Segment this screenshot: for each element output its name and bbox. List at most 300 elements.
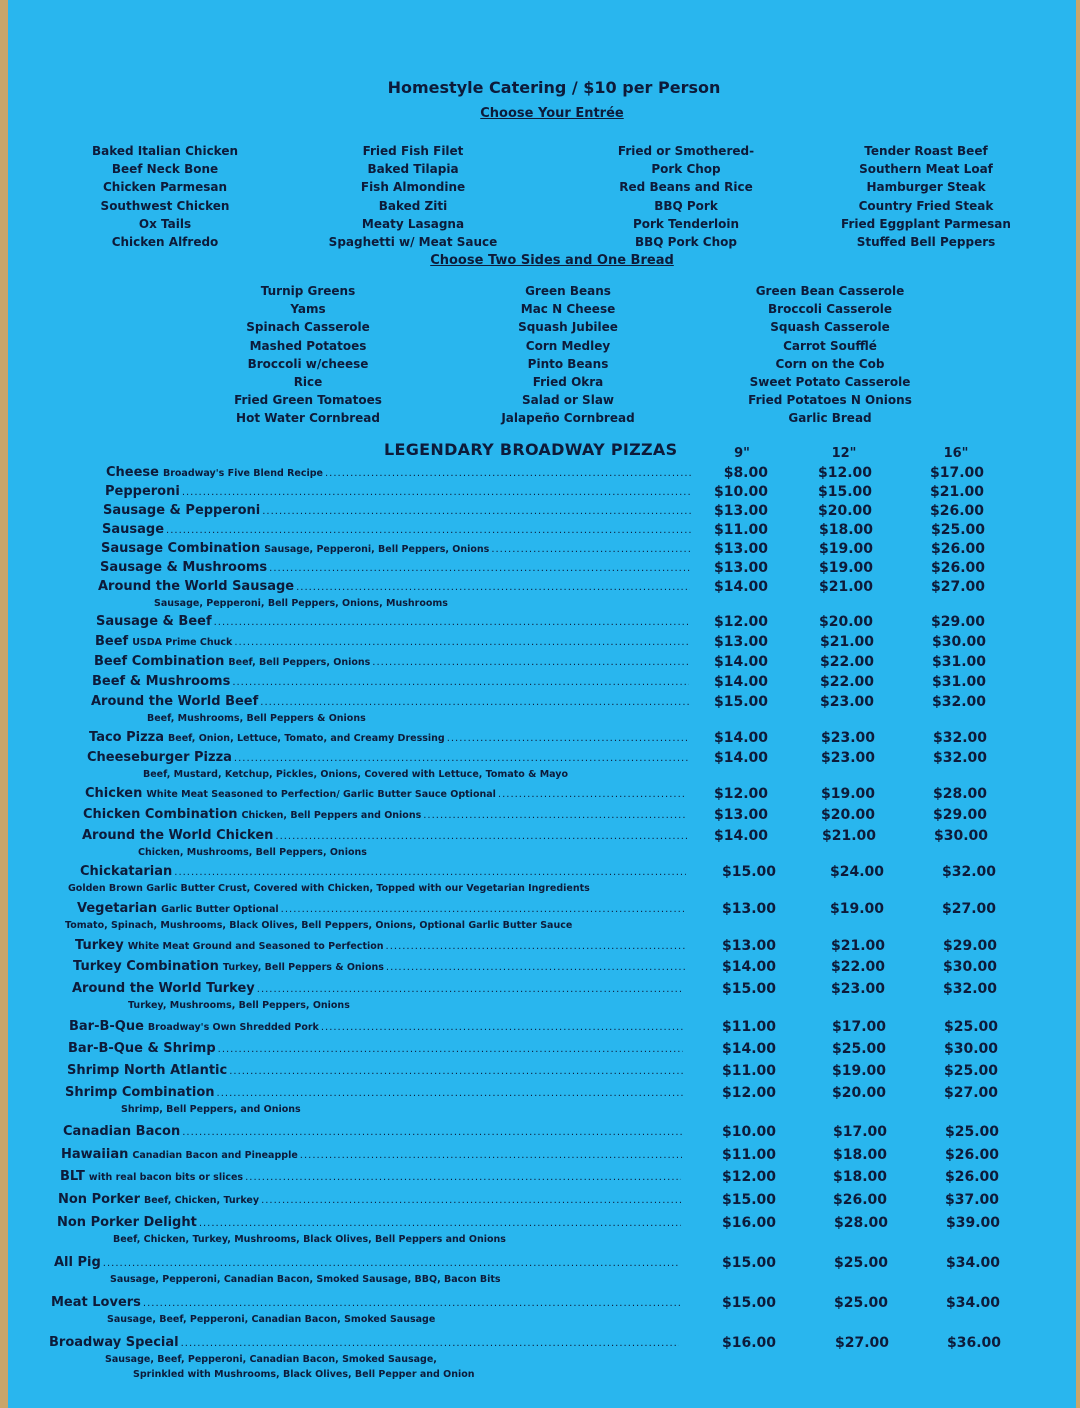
price-size-12: $19.00 — [818, 560, 873, 576]
dot-leader — [262, 506, 691, 517]
pizza-row — [8, 634, 1076, 654]
pizza-name: All Pig — [54, 1255, 101, 1270]
side-item: Rice — [293, 375, 323, 390]
sides-column — [468, 282, 668, 428]
entree-item: Meaty Lasagna — [361, 216, 465, 231]
pizza-name: Turkey — [75, 938, 124, 953]
pizza-section-title: LEGENDARY BROADWAY PIZZAS — [384, 440, 678, 459]
entree-item: Beef Neck Bone — [111, 162, 219, 177]
pizza-row — [8, 654, 1076, 674]
pizza-row — [8, 1192, 1076, 1212]
pizza-name-line — [73, 959, 685, 974]
price-size-9: $13.00 — [713, 541, 768, 557]
pizza-name: Around the World Turkey — [72, 981, 255, 996]
pizza-name: Broadway Special — [49, 1335, 179, 1350]
price-size-9: $14.00 — [713, 654, 768, 670]
pizza-row — [8, 522, 1076, 542]
entree-item: Country Fried Steak — [858, 198, 994, 213]
dot-leader — [321, 1022, 684, 1033]
price-size-12: $20.00 — [818, 614, 873, 630]
price-size-9: $13.00 — [713, 807, 768, 823]
price-size-9: $14.00 — [713, 828, 768, 844]
entree-item: Baked Italian Chicken — [91, 144, 239, 158]
price-size-9: $11.00 — [713, 522, 768, 538]
dot-leader — [261, 1195, 681, 1206]
pizza-description: White Meat Seasoned to Perfection/ Garlic Butter Sauce Optional — [146, 789, 496, 800]
price-size-12: $20.00 — [831, 1085, 886, 1101]
pizza-row — [8, 1124, 1076, 1144]
pizza-row — [8, 1019, 1076, 1039]
pizza-name-line — [68, 1041, 683, 1056]
price-size-9: $10.00 — [721, 1124, 776, 1140]
dot-leader — [234, 637, 689, 648]
pizza-toppings: Beef, Chicken, Turkey, Mushrooms, Black Olives, Bell Peppers and Onions — [113, 1234, 506, 1245]
pizza-name-line — [82, 828, 687, 843]
side-item: Broccoli w/cheese — [247, 356, 369, 371]
pizza-description: Chicken, Bell Peppers and Onions — [241, 810, 422, 821]
pizza-toppings: Sausage, Beef, Pepperoni, Canadian Bacon, Smoked Sausage, — [105, 1354, 437, 1365]
dot-leader — [386, 941, 685, 952]
pizza-name: Turkey Combination — [73, 959, 219, 974]
entree-column — [70, 142, 260, 251]
price-size-16: $32.00 — [932, 730, 987, 746]
price-size-16: $26.00 — [929, 503, 984, 519]
price-size-12: $21.00 — [819, 634, 874, 650]
sides-column — [208, 282, 408, 428]
price-size-16: $32.00 — [932, 750, 987, 766]
pizza-name-line — [87, 750, 688, 765]
dot-leader — [103, 1258, 680, 1269]
pizza-name: Shrimp North Atlantic — [67, 1063, 228, 1078]
price-size-16: $28.00 — [932, 786, 987, 802]
price-size-9: $13.00 — [721, 901, 776, 917]
pizza-name: Sausage — [102, 522, 165, 537]
entree-item: Pork Chop — [651, 162, 721, 177]
price-size-9: $14.00 — [713, 730, 768, 746]
dot-leader — [447, 733, 688, 744]
entree-item: Tender Roast Beef — [864, 144, 988, 158]
dot-leader — [166, 525, 691, 536]
dot-leader — [143, 1298, 680, 1309]
pizza-row — [8, 1085, 1076, 1105]
entree-item: Fried Eggplant Parmesan — [841, 216, 1011, 231]
dot-leader — [269, 563, 691, 574]
catering-title: Homestyle Catering / $10 per Person — [387, 78, 721, 97]
pizza-row — [8, 750, 1076, 770]
pizza-name: Around the World Beef — [91, 694, 259, 709]
pizza-toppings: Beef, Mushrooms, Bell Peppers & Onions — [147, 713, 366, 724]
pizza-row — [8, 959, 1076, 979]
price-size-16: $30.00 — [942, 959, 997, 975]
price-size-16: $30.00 — [933, 828, 988, 844]
price-size-9: $14.00 — [721, 959, 776, 975]
pizza-name: Around the World Chicken — [82, 828, 274, 843]
pizza-description: USDA Prime Chuck — [132, 637, 233, 648]
dot-leader — [181, 1338, 679, 1349]
dot-leader — [174, 867, 686, 878]
dot-leader — [260, 697, 689, 708]
pizza-name: Shrimp Combination — [65, 1085, 215, 1100]
pizza-name-line — [92, 674, 689, 689]
pizza-name: Vegetarian — [77, 901, 158, 916]
entree-item: Baked Tilapia — [367, 162, 459, 177]
pizza-description: Sausage, Pepperoni, Bell Peppers, Onions — [264, 544, 490, 555]
pizza-row — [8, 614, 1076, 634]
price-size-16: $34.00 — [945, 1295, 1000, 1311]
side-item: Fried Okra — [532, 375, 604, 390]
price-size-16: $25.00 — [943, 1063, 998, 1079]
price-size-9: $14.00 — [721, 1041, 776, 1057]
pizza-name-line — [102, 522, 691, 537]
price-size-16: $31.00 — [931, 674, 986, 690]
pizza-row — [8, 579, 1076, 599]
pizza-name-line — [65, 1085, 683, 1100]
entree-item: Fish Almondine — [360, 180, 466, 195]
pizza-name-line — [105, 484, 692, 499]
price-size-16: $32.00 — [941, 864, 996, 880]
price-size-9: $16.00 — [721, 1335, 776, 1351]
pizza-toppings-line2: Sprinkled with Mushrooms, Black Olives, Bell Pepper and Onion — [133, 1369, 475, 1380]
side-item: Broccoli Casserole — [768, 302, 892, 317]
price-size-12: $21.00 — [830, 938, 885, 954]
price-size-12: $19.00 — [818, 541, 873, 557]
price-size-16: $25.00 — [930, 522, 985, 538]
entree-item: Southern Meat Loaf — [859, 162, 993, 177]
price-size-12: $26.00 — [832, 1192, 887, 1208]
price-size-9: $15.00 — [721, 1192, 776, 1208]
price-size-9: $11.00 — [721, 1019, 776, 1035]
pizza-name: BLT — [60, 1169, 85, 1184]
entree-item: Red Beans and Rice — [619, 180, 753, 195]
side-item: Pinto Beans — [527, 356, 609, 371]
price-size-9: $15.00 — [721, 981, 776, 997]
pizza-row — [8, 938, 1076, 958]
pizza-toppings: Chicken, Mushrooms, Bell Peppers, Onions — [138, 847, 367, 858]
price-size-16: $29.00 — [930, 614, 985, 630]
price-size-12: $19.00 — [829, 901, 884, 917]
pizza-name: Cheeseburger Pizza — [87, 750, 232, 765]
price-size-9: $12.00 — [713, 786, 768, 802]
price-size-16: $36.00 — [946, 1335, 1001, 1351]
pizza-description: Broadway's Five Blend Recipe — [162, 468, 323, 479]
pizza-name-line — [60, 1169, 681, 1184]
pizza-row — [8, 1255, 1076, 1275]
pizza-name-line — [83, 807, 687, 822]
side-item: Mac N Cheese — [520, 302, 616, 317]
price-size-12: $24.00 — [829, 864, 884, 880]
side-item: Fried Green Tomatoes — [234, 393, 382, 408]
sides-heading: Choose Two Sides and One Bread — [430, 253, 674, 268]
side-item: Salad or Slaw — [522, 393, 614, 408]
pizza-row — [8, 1295, 1076, 1315]
pizza-row — [8, 674, 1076, 694]
pizza-name: Hawaiian — [61, 1147, 129, 1162]
pizza-name-line — [106, 465, 692, 480]
pizza-description: Beef, Chicken, Turkey — [144, 1195, 260, 1206]
pizza-row — [8, 560, 1076, 580]
price-size-16: $32.00 — [931, 694, 986, 710]
pizza-toppings: Sausage, Beef, Pepperoni, Canadian Bacon, Smoked Sausage — [107, 1314, 436, 1325]
price-size-12: $25.00 — [833, 1295, 888, 1311]
pizza-name: Sausage & Pepperoni — [103, 503, 261, 518]
price-size-12: $20.00 — [817, 503, 872, 519]
pizza-row — [8, 1335, 1076, 1355]
price-size-9: $14.00 — [713, 674, 768, 690]
entree-item: Baked Ziti — [378, 198, 448, 213]
side-item: Yams — [290, 302, 326, 317]
side-item: Sweet Potato Casserole — [749, 375, 911, 390]
pizza-name: Bar-B-Que — [69, 1019, 144, 1034]
side-item: Squash Jubilee — [518, 320, 618, 335]
price-size-12: $28.00 — [833, 1215, 888, 1231]
side-item: Green Bean Casserole — [755, 284, 905, 298]
price-size-12: $23.00 — [819, 694, 874, 710]
pizza-name: Around the World Sausage — [98, 579, 295, 594]
pizza-toppings: Golden Brown Garlic Butter Crust, Covered with Chicken, Topped with our Vegetarian Ingredients — [68, 883, 590, 894]
price-size-12: $12.00 — [817, 465, 872, 481]
pizza-name-line — [72, 981, 684, 996]
pizza-name-line — [49, 1335, 679, 1350]
pizza-row — [8, 1041, 1076, 1061]
side-item: Jalapeño Cornbread — [501, 411, 635, 426]
pizza-toppings: Tomato, Spinach, Mushrooms, Black Olives, Bell Peppers, Onions, Optional Garlic Butter Sauce — [65, 920, 573, 931]
price-size-16: $30.00 — [943, 1041, 998, 1057]
side-item: Spinach Casserole — [246, 320, 370, 335]
price-size-16: $29.00 — [932, 807, 987, 823]
side-item: Mashed Potatoes — [249, 338, 367, 353]
price-size-16: $21.00 — [929, 484, 984, 500]
price-size-9: $14.00 — [713, 579, 768, 595]
dot-leader — [300, 1150, 682, 1161]
pizza-name-line — [67, 1063, 683, 1078]
price-size-16: $25.00 — [944, 1124, 999, 1140]
side-item: Corn Medley — [525, 338, 611, 353]
price-size-12: $27.00 — [834, 1335, 889, 1351]
pizza-name-line — [96, 614, 690, 629]
entree-item: Chicken Alfredo — [111, 235, 219, 250]
pizza-name-line — [54, 1255, 680, 1270]
pizza-name-line — [101, 541, 691, 556]
pizza-description: Beef, Bell Peppers, Onions — [228, 657, 371, 668]
pizza-row — [8, 503, 1076, 523]
pizza-name-line — [58, 1192, 681, 1207]
price-size-9: $13.00 — [713, 560, 768, 576]
price-size-9: $12.00 — [713, 614, 768, 630]
pizza-description: Garlic Butter Optional — [161, 904, 279, 915]
pizza-name: Bar-B-Que & Shrimp — [68, 1041, 216, 1056]
price-size-9: $15.00 — [713, 694, 768, 710]
price-size-16: $34.00 — [945, 1255, 1000, 1271]
price-size-16: $37.00 — [944, 1192, 999, 1208]
pizza-name: Chicken — [85, 786, 143, 801]
pizza-name: Beef & Mushrooms — [92, 674, 231, 689]
pizza-name-line — [61, 1147, 682, 1162]
pizza-name: Chicken Combination — [83, 807, 238, 822]
pizza-row — [8, 465, 1076, 485]
pizza-row — [8, 786, 1076, 806]
entree-item: Hamburger Steak — [866, 180, 986, 195]
pizza-row — [8, 981, 1076, 1001]
dot-leader — [386, 962, 685, 973]
price-size-16: $30.00 — [931, 634, 986, 650]
price-size-12: $25.00 — [831, 1041, 886, 1057]
pizza-name: Chickatarian — [80, 864, 173, 879]
entree-item: Chicken Parmesan — [102, 180, 227, 195]
price-size-16: $25.00 — [943, 1019, 998, 1035]
pizza-row — [8, 901, 1076, 921]
price-size-12: $22.00 — [819, 654, 874, 670]
pizza-name-line — [85, 786, 687, 801]
pizza-toppings: Sausage, Pepperoni, Bell Peppers, Onions, Mushrooms — [154, 598, 448, 609]
pizza-name: Cheese — [106, 465, 159, 480]
pizza-name: Canadian Bacon — [63, 1124, 181, 1139]
pizza-row — [8, 484, 1076, 504]
side-item: Turnip Greens — [260, 284, 356, 298]
side-item: Corn on the Cob — [775, 356, 885, 371]
price-size-16: $26.00 — [944, 1169, 999, 1185]
entree-item: Southwest Chicken — [100, 198, 230, 213]
side-item: Garlic Bread — [788, 411, 872, 426]
price-size-12: $21.00 — [818, 579, 873, 595]
price-size-12: $18.00 — [818, 522, 873, 538]
price-size-12: $20.00 — [820, 807, 875, 823]
price-size-9: $12.00 — [721, 1169, 776, 1185]
pizza-name-line — [103, 503, 691, 518]
pizza-name: Beef Combination — [94, 654, 225, 669]
pizza-name-line — [63, 1124, 682, 1139]
price-size-12: $15.00 — [817, 484, 872, 500]
pizza-name: Pepperoni — [105, 484, 180, 499]
price-size-16: $29.00 — [942, 938, 997, 954]
price-size-9: $15.00 — [721, 1255, 776, 1271]
pizza-name: Non Porker Delight — [57, 1215, 197, 1230]
dot-leader — [491, 544, 691, 555]
pizza-row — [8, 1063, 1076, 1083]
dot-leader — [275, 831, 687, 842]
side-item: Hot Water Cornbread — [236, 411, 380, 426]
pizza-name: Taco Pizza — [89, 730, 165, 745]
pizza-description: Beef, Onion, Lettuce, Tomato, and Creamy Dressing — [168, 733, 445, 744]
dot-leader — [423, 810, 687, 821]
entree-column — [313, 142, 513, 251]
price-size-9: $15.00 — [721, 1295, 776, 1311]
entree-item: Spaghetti w/ Meat Sauce — [328, 235, 498, 250]
pizza-toppings: Turkey, Mushrooms, Bell Peppers, Onions — [128, 1000, 350, 1011]
price-size-16: $39.00 — [945, 1215, 1000, 1231]
price-size-12: $23.00 — [830, 981, 885, 997]
price-size-9: $13.00 — [721, 938, 776, 954]
size-9-header: 9" — [734, 446, 750, 461]
price-size-12: $21.00 — [821, 828, 876, 844]
price-size-12: $18.00 — [832, 1169, 887, 1185]
price-size-9: $11.00 — [721, 1147, 776, 1163]
price-size-9: $13.00 — [713, 503, 768, 519]
price-size-9: $15.00 — [721, 864, 776, 880]
entree-item: Pork Tenderloin — [632, 216, 740, 231]
pizza-name: Beef — [95, 634, 129, 649]
entree-item: Ox Tails — [138, 216, 192, 231]
entree-item: BBQ Pork Chop — [635, 235, 737, 250]
side-item: Squash Casserole — [770, 320, 890, 335]
pizza-toppings: Shrimp, Bell Peppers, and Onions — [121, 1104, 301, 1115]
pizza-name-line — [95, 634, 689, 649]
pizza-row — [8, 864, 1076, 884]
pizza-name: Sausage & Mushrooms — [100, 560, 268, 575]
pizza-name-line — [69, 1019, 684, 1034]
pizza-name-line — [91, 694, 689, 709]
price-size-12: $23.00 — [820, 730, 875, 746]
pizza-description: Canadian Bacon and Pineapple — [132, 1150, 298, 1161]
side-item: Fried Potatoes N Onions — [748, 393, 912, 408]
dot-leader — [325, 468, 692, 479]
entree-column — [816, 142, 1036, 251]
pizza-name-line — [75, 938, 685, 953]
price-size-16: $17.00 — [929, 465, 984, 481]
price-size-12: $17.00 — [832, 1124, 887, 1140]
dot-leader — [182, 1127, 682, 1138]
price-size-12: $22.00 — [819, 674, 874, 690]
price-size-9: $13.00 — [713, 634, 768, 650]
price-size-16: $26.00 — [930, 560, 985, 576]
pizza-description: with real bacon bits or slices — [88, 1172, 244, 1183]
price-size-16: $27.00 — [941, 901, 996, 917]
pizza-row — [8, 730, 1076, 750]
size-16-header: 16" — [943, 446, 969, 461]
dot-leader — [372, 657, 689, 668]
pizza-row — [8, 1169, 1076, 1189]
pizza-toppings: Beef, Mustard, Ketchup, Pickles, Onions, Covered with Lettuce, Tomato & Mayo — [143, 769, 568, 780]
dot-leader — [214, 617, 690, 628]
pizza-row — [8, 807, 1076, 827]
price-size-12: $19.00 — [820, 786, 875, 802]
dot-leader — [199, 1218, 681, 1229]
dot-leader — [229, 1066, 683, 1077]
entree-item: Stuffed Bell Peppers — [856, 235, 996, 250]
pizza-name: Sausage & Beef — [96, 614, 212, 629]
pizza-name: Meat Lovers — [51, 1295, 141, 1310]
entree-item: BBQ Pork — [654, 198, 718, 213]
pizza-name-line — [100, 560, 691, 575]
size-12-header: 12" — [831, 446, 857, 461]
pizza-row — [8, 828, 1076, 848]
dot-leader — [498, 789, 687, 800]
pizza-row — [8, 1215, 1076, 1235]
pizza-name-line — [77, 901, 685, 916]
price-size-12: $25.00 — [833, 1255, 888, 1271]
sides-column — [720, 282, 940, 428]
side-item: Green Beans — [525, 284, 611, 298]
pizza-row — [8, 541, 1076, 561]
dot-leader — [281, 904, 685, 915]
dot-leader — [218, 1044, 683, 1055]
price-size-12: $18.00 — [832, 1147, 887, 1163]
pizza-row — [8, 694, 1076, 714]
pizza-description: Turkey, Bell Peppers & Onions — [222, 962, 384, 973]
pizza-name-line — [57, 1215, 681, 1230]
menu-page — [8, 0, 1076, 1408]
entree-item: Fried Fish Filet — [362, 144, 464, 158]
price-size-9: $16.00 — [721, 1215, 776, 1231]
pizza-description: Broadway's Own Shredded Pork — [147, 1022, 319, 1033]
price-size-16: $31.00 — [931, 654, 986, 670]
dot-leader — [296, 582, 690, 593]
pizza-name-line — [89, 730, 688, 745]
price-size-9: $8.00 — [723, 465, 768, 481]
dot-leader — [182, 487, 692, 498]
pizza-name-line — [80, 864, 686, 879]
dot-leader — [234, 753, 688, 764]
price-size-12: $23.00 — [820, 750, 875, 766]
